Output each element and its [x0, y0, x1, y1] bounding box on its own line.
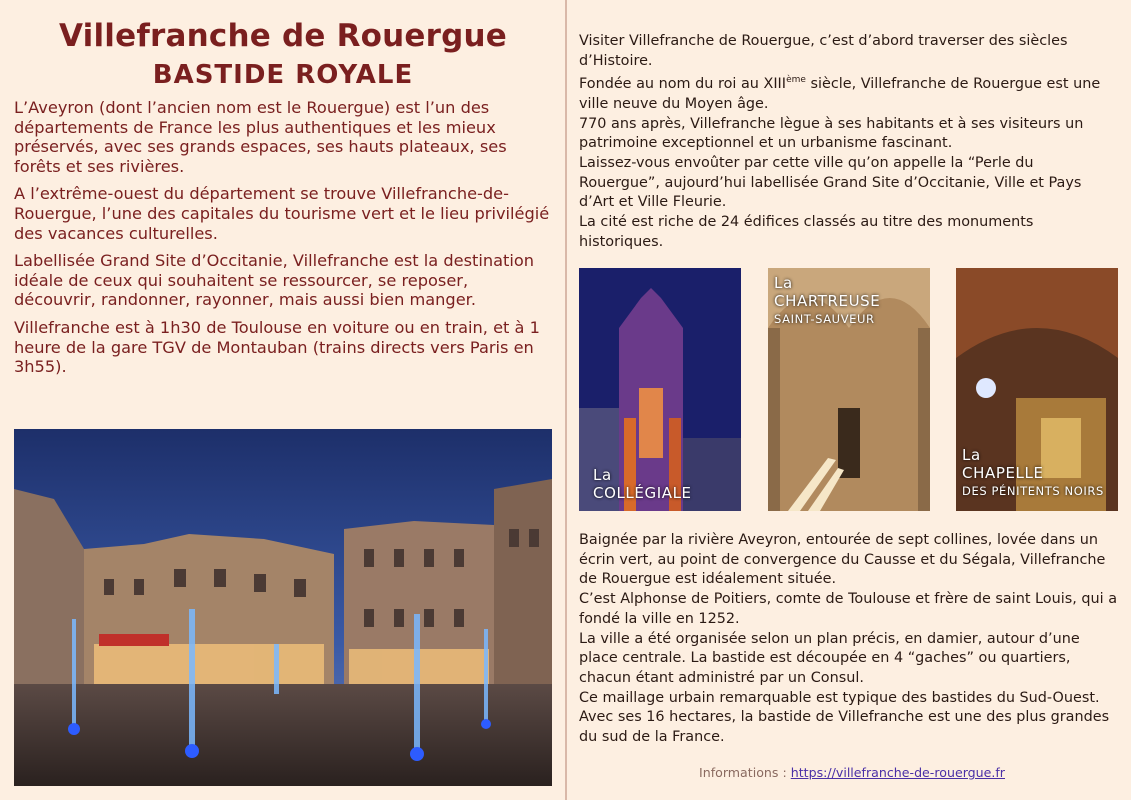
- history-paragraph-5: La cité est riche de 24 édifices classés au titre des monuments historiques.: [579, 214, 1034, 250]
- collegiale-caption: La COLLÉGIALE: [593, 466, 692, 502]
- collegiale-photo: [579, 268, 741, 511]
- info-line: [699, 765, 1005, 780]
- intro-paragraph-2: A l’extrême-ouest du département se trouve Villefranche-de-Rouergue, l’une des capitales du tourisme vert et le lieu privilégié des vacances culturelles.: [14, 184, 550, 243]
- website-link[interactable]: https://villefranche-de-rouergue.fr: [790, 765, 1005, 780]
- right-details: [579, 531, 1119, 748]
- history-paragraph-2: Fondée au nom du roi au XIIIème siècle, Villefranche de Rouergue est une ville neuve du Moyen âge.: [579, 75, 1101, 112]
- page-title: Villefranche de Rouergue: [58, 18, 508, 54]
- monument-thumbnails: [579, 268, 1119, 511]
- history-paragraph-1: Visiter Villefranche de Rouergue, c’est d’abord traverser des siècles d’Histoire.: [579, 33, 1068, 69]
- right-intro: [579, 32, 1119, 253]
- info-label: Informations :: [699, 765, 791, 780]
- history-paragraph-4: Laissez-vous envoûter par cette ville qu’on appelle la “Perle du Rouergue”, aujourd’hui labellisée Grand Site d’Occitanie, Ville et Pays d’Art et Ville Fleurie.: [579, 155, 1082, 211]
- detail-paragraph-1: Baignée par la rivière Aveyron, entourée de sept collines, lovée dans un écrin vert, au point de convergence du Causse et du Ségala, Villefranche de Rouergue est idéalement située.: [579, 532, 1106, 588]
- town-square-photo: [14, 429, 552, 786]
- intro-paragraph-3: Labellisée Grand Site d’Occitanie, Villefranche est la destination idéale de ceux qui souhaitent se ressourcer, se reposer, découvrir, randonner, rayonner, mais aussi bien manger.: [14, 251, 535, 310]
- page-subtitle: BASTIDE ROYALE: [152, 60, 414, 90]
- left-column: [14, 18, 552, 385]
- detail-paragraph-4: Ce maillage urbain remarquable est typique des bastides du Sud-Ouest. Avec ses 16 hectares, la bastide de Villefranche est une des plus grandes du sud de la France.: [579, 689, 1110, 746]
- chartreuse-photo: [768, 268, 930, 511]
- chartreuse-caption: La CHARTREUSE SAINT-SAUVEUR: [774, 274, 881, 326]
- history-paragraph-3: 770 ans après, Villefranche lègue à ses habitants et à ses visiteurs un patrimoine exceptionnel et un urbanisme fascinant.: [579, 115, 1084, 152]
- detail-paragraph-3: La ville a été organisée selon un plan précis, en damier, autour d’une place centrale. La bastide est découpée en 4 “gaches” ou quartiers, chacun étant administré par un Consul.: [579, 630, 1080, 686]
- chapelle-caption: La CHAPELLE DES PÉNITENTS NOIRS: [962, 446, 1104, 498]
- intro-paragraph-4: Villefranche est à 1h30 de Toulouse en voiture ou en train, et à 1 heure de la gare TGV de Montauban (trains directs vers Paris en 3h55).: [14, 317, 540, 377]
- detail-paragraph-2: C’est Alphonse de Poitiers, comte de Toulouse et frère de saint Louis, qui a fondé la ville en 1252.: [579, 591, 1118, 627]
- column-divider: [565, 0, 567, 800]
- chapelle-photo: [956, 268, 1118, 511]
- intro-paragraph-1: L’Aveyron (dont l’ancien nom est le Rouergue) est l’un des départements de France les plus authentiques et les mieux préservés, avec ses grands espaces, ses hauts plateaux, ses forêts et ses rivières.: [14, 98, 507, 176]
